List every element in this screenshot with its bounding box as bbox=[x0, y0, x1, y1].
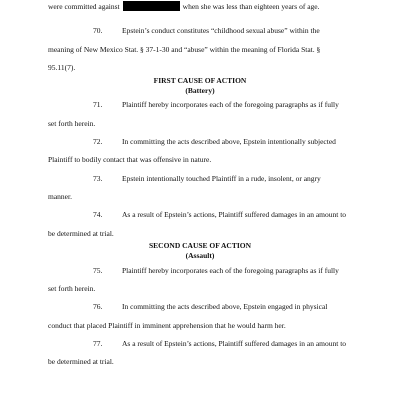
paragraph-76-line-1 bbox=[93, 302, 327, 312]
second-cause-heading: SECOND CAUSE OF ACTION bbox=[148, 241, 252, 250]
paragraph-71-text-1: Plaintiff hereby incorporates each of the foregoing paragraphs as if fully bbox=[122, 100, 339, 109]
paragraph-72-line-2: Plaintiff to bodily contact that was offensive in nature. bbox=[48, 155, 212, 164]
paragraph-77-number: 77. bbox=[93, 339, 103, 348]
redaction-bar bbox=[123, 1, 180, 11]
paragraph-69-text-after: when she was less than eighteen years of age. bbox=[182, 2, 320, 11]
paragraph-71-line-2: set forth herein. bbox=[48, 119, 96, 128]
paragraph-70-line-1 bbox=[93, 26, 320, 36]
first-cause-heading: FIRST CAUSE OF ACTION bbox=[153, 76, 247, 85]
paragraph-70-line-3: 95.11(7). bbox=[48, 63, 76, 72]
paragraph-74-line-1 bbox=[93, 210, 346, 220]
paragraph-70-line-2: meaning of New Mexico Stat. § 37-1-30 and “abuse” within the meaning of Florida Stat. § bbox=[48, 45, 321, 54]
paragraph-75-line-1 bbox=[93, 266, 339, 276]
paragraph-74-text-1: As a result of Epstein’s actions, Plaintiff suffered damages in an amount to bbox=[122, 210, 347, 219]
paragraph-77-line-1 bbox=[93, 339, 346, 349]
paragraph-76-text-1: In committing the acts described above, Epstein engaged in physical bbox=[122, 302, 328, 311]
paragraph-71-number: 71. bbox=[93, 100, 103, 109]
paragraph-71-line-1 bbox=[93, 100, 339, 110]
paragraph-69-line bbox=[48, 1, 319, 12]
paragraph-77-text-1: As a result of Epstein’s actions, Plaintiff suffered damages in an amount to bbox=[122, 339, 347, 348]
paragraph-74-line-2: be determined at trial. bbox=[48, 229, 114, 238]
paragraph-73-line-2: manner. bbox=[48, 192, 72, 201]
paragraph-73-text-1: Epstein intentionally touched Plaintiff in a rude, insolent, or angry bbox=[122, 174, 321, 183]
paragraph-76-number: 76. bbox=[93, 302, 103, 311]
paragraph-70-number: 70. bbox=[93, 26, 103, 35]
paragraph-70-text-1: Epstein’s conduct constitutes “childhood sexual abuse” within the bbox=[122, 26, 320, 35]
paragraph-77-line-2: be determined at trial. bbox=[48, 357, 114, 366]
paragraph-76-line-2: conduct that placed Plaintiff in imminent apprehension that he would harm her. bbox=[48, 321, 286, 330]
paragraph-74-number: 74. bbox=[93, 210, 103, 219]
paragraph-75-number: 75. bbox=[93, 266, 103, 275]
paragraph-73-line-1 bbox=[93, 174, 321, 184]
paragraph-75-text-1: Plaintiff hereby incorporates each of the foregoing paragraphs as if fully bbox=[122, 266, 339, 275]
first-cause-subheading: (Battery) bbox=[185, 86, 215, 95]
paragraph-72-text-1: In committing the acts described above, Epstein intentionally subjected bbox=[122, 137, 336, 146]
paragraph-72-number: 72. bbox=[93, 137, 103, 146]
paragraph-75-line-2: set forth herein. bbox=[48, 284, 96, 293]
second-cause-subheading: (Assault) bbox=[185, 251, 215, 260]
paragraph-73-number: 73. bbox=[93, 174, 103, 183]
paragraph-69-text-before: were committed against bbox=[48, 2, 120, 11]
paragraph-72-line-1 bbox=[93, 137, 336, 147]
